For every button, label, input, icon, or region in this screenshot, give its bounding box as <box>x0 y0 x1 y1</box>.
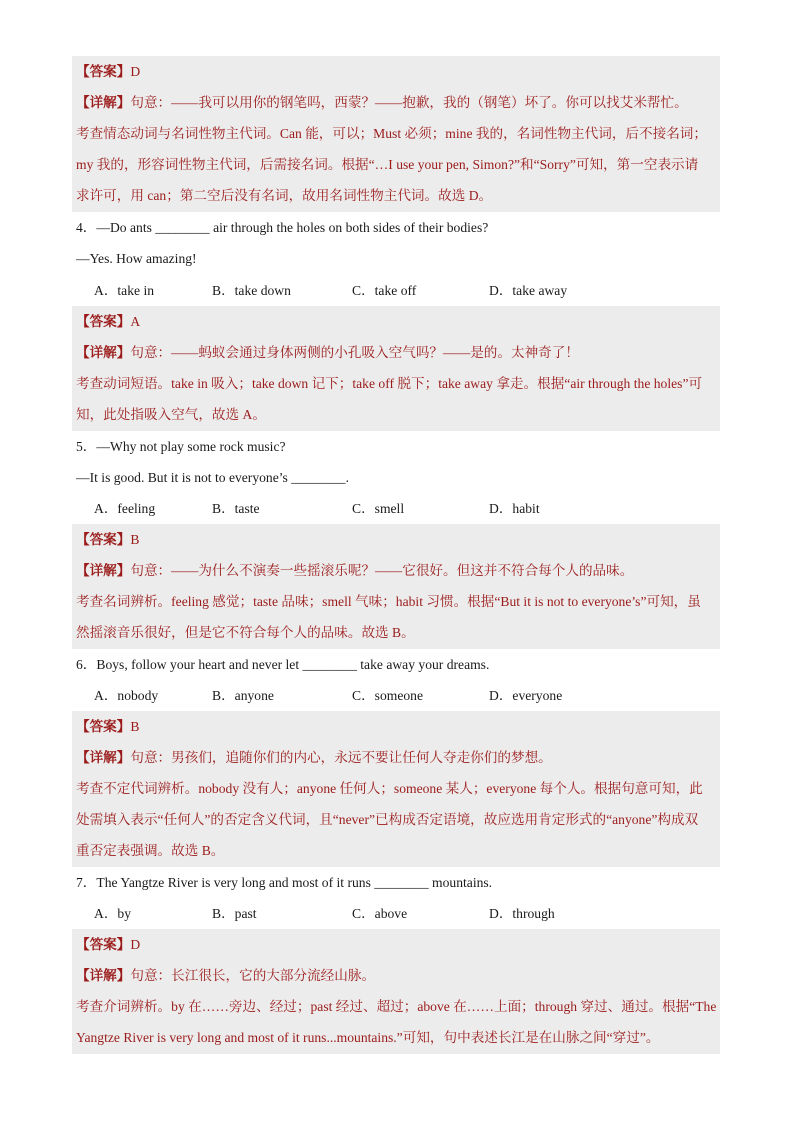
detail-line: 重否定表强调。故选 B。 <box>76 843 225 858</box>
detail-line: 处需填入表示“任何人”的否定含义代词，且“never”已构成否定语境，故应选用肯定形式的“anyone”构成双 <box>76 812 699 827</box>
detail-line: 知，此处指吸入空气，故选 A。 <box>76 407 266 422</box>
section-tag: 【详解】 <box>76 95 131 110</box>
detail-line: 考查名词辨析。feeling 感觉；taste 品味；smell 气味；habit 习惯。根据“But it is not to everyone’s”可知，虽 <box>76 594 701 609</box>
choice-d[interactable]: D．habit <box>489 501 540 516</box>
detail-line: Yangtze River is very long and most of it runs...mountains.”可知，句中表述长江是在山脉之间“穿过”。 <box>76 1030 660 1045</box>
answer-label-q6: 【答案】B <box>76 719 140 734</box>
choices-row-q4 <box>76 275 720 306</box>
question-stem-q7: 7．The Yangtze River is very long and most of it runs ________ mountains. <box>76 875 493 890</box>
question-stem-q5: 5．—Why not play some rock music? <box>76 439 286 454</box>
choices-row-q7 <box>76 898 720 929</box>
section-tag: 【答案】 <box>76 937 131 952</box>
detail-line: 【详解】句意：男孩们，追随你们的内心，永远不要让任何人夺走你们的梦想。 <box>76 750 552 765</box>
detail-line: 【详解】句意：长江很长，它的大部分流经山脉。 <box>76 968 376 983</box>
detail-line: 【详解】句意：——为什么不演奏一些摇滚乐呢？——它很好。但这并不符合每个人的品味。 <box>76 563 634 578</box>
choice-b[interactable]: B．take down <box>212 283 291 298</box>
detail-line: 考查情态动词与名词性物主代词。Can 能，可以；Must 必须；mine 我的，名词性物主代词，后不接名词； <box>76 126 707 141</box>
section-tag: 【答案】 <box>76 64 131 79</box>
detail-line: 考查介词辨析。by 在……旁边、经过；past 经过、超过；above 在……上面；through 穿过、通过。根据“The <box>76 999 717 1014</box>
detail-line: my 我的，形容词性物主代词，后需接名词。根据“…I use your pen, Simon?”和“Sorry”可知，第一空表示请 <box>76 157 699 172</box>
section-tag: 【详解】 <box>76 968 131 983</box>
answer-label-q7: 【答案】D <box>76 937 141 952</box>
section-tag: 【详解】 <box>76 563 131 578</box>
choices-row-q5 <box>76 493 720 524</box>
section-tag: 【答案】 <box>76 719 131 734</box>
choice-c[interactable]: C．take off <box>352 283 417 298</box>
detail-line: 然摇滚音乐很好，但是它不符合每个人的品味。故选 B。 <box>76 625 415 640</box>
detail-line: 考查动词短语。take in 吸入；take down 记下；take off 脱下；take away 拿走。根据“air through the holes”可 <box>76 376 703 391</box>
section-tag: 【答案】 <box>76 532 131 547</box>
answer-label-q5: 【答案】B <box>76 532 140 547</box>
choice-c[interactable]: C．above <box>352 906 408 921</box>
section-tag: 【详解】 <box>76 750 131 765</box>
choice-a[interactable]: A．nobody <box>94 688 159 703</box>
question-stem-q5: —It is good. But it is not to everyone’s ________. <box>76 470 349 485</box>
choice-b[interactable]: B．anyone <box>212 688 274 703</box>
choice-c[interactable]: C．smell <box>352 501 405 516</box>
section-tag: 【详解】 <box>76 345 131 360</box>
question-stem-q4: 4．—Do ants ________ air through the holes on both sides of their bodies? <box>76 220 489 235</box>
question-stem-q4: —Yes. How amazing! <box>76 251 197 266</box>
choices-row-q6 <box>76 680 720 711</box>
question-stem-q6: 6．Boys, follow your heart and never let ________ take away your dreams. <box>76 657 490 672</box>
choice-d[interactable]: D．everyone <box>489 688 563 703</box>
section-tag: 【答案】 <box>76 314 131 329</box>
choice-d[interactable]: D．take away <box>489 283 568 298</box>
choice-b[interactable]: B．past <box>212 906 257 921</box>
choice-a[interactable]: A．take in <box>94 283 155 298</box>
choice-a[interactable]: A．feeling <box>94 501 156 516</box>
choice-b[interactable]: B．taste <box>212 501 260 516</box>
detail-line: 求许可，用 can；第二空后没有名词，故用名词性物主代词。故选 D。 <box>76 188 493 203</box>
choice-a[interactable]: A．by <box>94 906 132 921</box>
detail-line: 【详解】句意：——我可以用你的钢笔吗，西蒙？——抱歉，我的（钢笔）坏了。你可以找艾米帮忙。 <box>76 95 688 110</box>
answer-label-q3: 【答案】D <box>76 64 141 79</box>
detail-line: 考查不定代词辨析。nobody 没有人；anyone 任何人；someone 某人；everyone 每个人。根据句意可知，此 <box>76 781 703 796</box>
detail-line: 【详解】句意：——蚂蚁会通过身体两侧的小孔吸入空气吗？——是的。太神奇了！ <box>76 345 579 360</box>
choice-d[interactable]: D．through <box>489 906 555 921</box>
answer-label-q4: 【答案】A <box>76 314 141 329</box>
choice-c[interactable]: C．someone <box>352 688 423 703</box>
